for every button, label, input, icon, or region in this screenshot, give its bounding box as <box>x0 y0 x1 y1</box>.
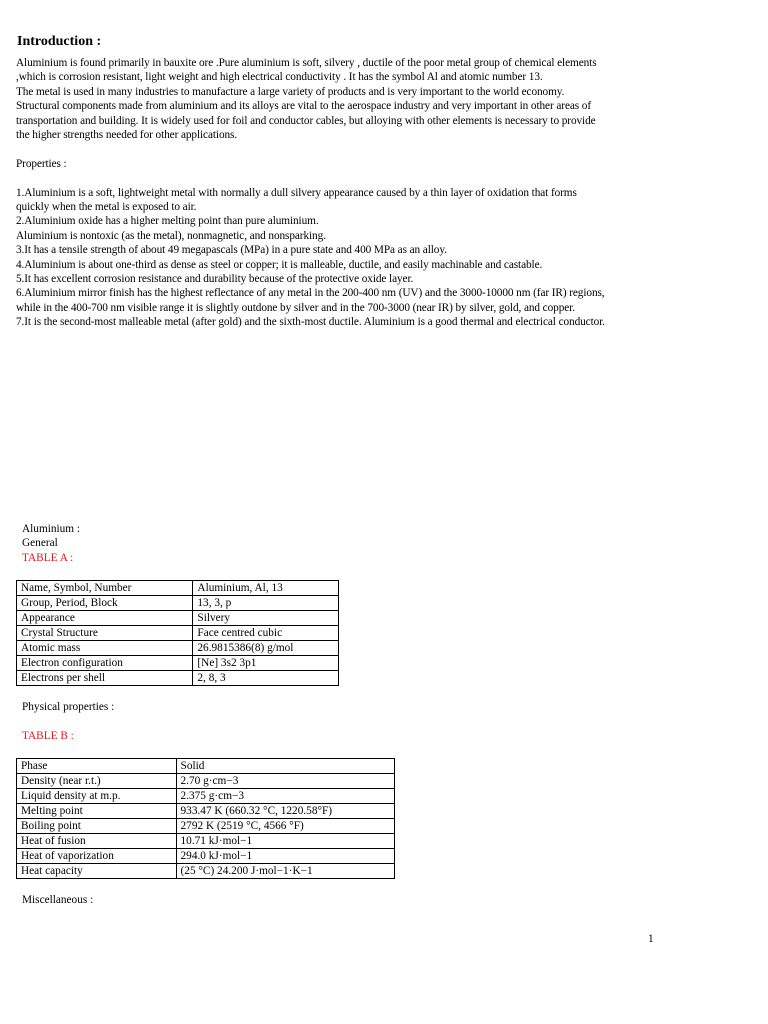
table-row <box>17 819 395 834</box>
table-row <box>17 774 395 789</box>
table-row <box>17 611 339 626</box>
table-cell: Silvery <box>193 611 339 626</box>
section-heading: Introduction : <box>17 34 102 49</box>
table-row <box>17 581 339 596</box>
table-row <box>17 864 395 879</box>
table-row <box>17 789 395 804</box>
table-cell: 13, 3, p <box>193 596 339 611</box>
page-number: 1 <box>648 933 654 945</box>
table-row <box>17 671 339 686</box>
table-cell: 2.375 g·cm−3 <box>176 789 394 804</box>
table-row <box>17 759 395 774</box>
table-row <box>17 626 339 641</box>
table-cell: Density (near r.t.) <box>17 774 177 789</box>
table-row <box>17 641 339 656</box>
section-a-subtitle: General <box>22 537 58 549</box>
table-b <box>16 758 395 879</box>
table-cell: 10.71 kJ·mol−1 <box>176 834 394 849</box>
property-item: 7.It is the second-most malleable metal (after gold) and the sixth-most ductile. Aluminium is a good thermal and electrical conductor. <box>16 316 605 329</box>
table-cell: Melting point <box>17 804 177 819</box>
property-item: 6.Aluminium mirror finish has the highest reflectance of any metal in the 200-400 nm (UV) and the 3000-10000 nm (far IR) regions, while in the 400-700 nm visible range it is slightly outdone by silver and in the 700-3000 (near IR) by silver, gold, and copper. <box>16 287 605 314</box>
table-b-label: TABLE B : <box>22 730 74 742</box>
section-a-title: Aluminium : <box>22 523 81 535</box>
table-cell: Name, Symbol, Number <box>17 581 193 596</box>
property-item: Aluminium is nontoxic (as the metal), nonmagnetic, and nonsparking. <box>16 229 326 242</box>
body-text <box>16 56 606 330</box>
misc-label: Miscellaneous : <box>22 894 94 906</box>
table-a-label: TABLE A : <box>22 552 74 564</box>
intro-paragraph: Aluminium is found primarily in bauxite ore .Pure aluminium is soft, silvery , ductile of the poor metal group of chemical elements ,which is corrosion resistant, light weight and high electrical conductivity . It has the symbol Al and atomic number 13. <box>16 57 597 84</box>
table-cell: Crystal Structure <box>17 626 193 641</box>
table-cell: Phase <box>17 759 177 774</box>
section-b-title: Physical properties : <box>22 701 115 713</box>
property-item: 2.Aluminium oxide has a higher melting point than pure aluminium. <box>16 215 319 228</box>
table-cell: Electrons per shell <box>17 671 193 686</box>
table-cell: Boiling point <box>17 819 177 834</box>
table-cell: 2792 K (2519 °C, 4566 °F) <box>176 819 394 834</box>
table-row <box>17 804 395 819</box>
table-cell: Heat capacity <box>17 864 177 879</box>
property-item: 5.It has excellent corrosion resistance and durability because of the protective oxide layer. <box>16 273 414 286</box>
table-cell: Group, Period, Block <box>17 596 193 611</box>
table-cell: Solid <box>176 759 394 774</box>
table-row <box>17 849 395 864</box>
table-cell: 294.0 kJ·mol−1 <box>176 849 394 864</box>
intro-paragraph: The metal is used in many industries to manufacture a large variety of products and is very important to the world economy. Structural components made from aluminium and its alloys are vital to the aerospace industry and very important in other areas of transportation and building. It is widely used for foil and conductor cables, but alloying with other elements is necessary to provide the higher strengths needed for other applications. <box>16 85 596 142</box>
table-row <box>17 656 339 671</box>
table-cell: 2, 8, 3 <box>193 671 339 686</box>
table-cell: 933.47 K (660.32 °C, 1220.58°F) <box>176 804 394 819</box>
table-cell: Face centred cubic <box>193 626 339 641</box>
property-item: 3.It has a tensile strength of about 49 megapascals (MPa) in a pure state and 400 MPa as an alloy. <box>16 244 447 257</box>
table-row <box>17 834 395 849</box>
table-cell: (25 °C) 24.200 J·mol−1·K−1 <box>176 864 394 879</box>
table-cell: Liquid density at m.p. <box>17 789 177 804</box>
property-item: 4.Aluminium is about one-third as dense as steel or copper; it is malleable, ductile, and easily machinable and castable. <box>16 258 543 271</box>
table-cell: Heat of vaporization <box>17 849 177 864</box>
table-cell: 2.70 g·cm−3 <box>176 774 394 789</box>
table-cell: Aluminium, Al, 13 <box>193 581 339 596</box>
table-cell: Heat of fusion <box>17 834 177 849</box>
table-row <box>17 596 339 611</box>
table-cell: Atomic mass <box>17 641 193 656</box>
table-cell: Appearance <box>17 611 193 626</box>
table-cell: 26.9815386(8) g/mol <box>193 641 339 656</box>
table-a <box>16 580 339 686</box>
property-item: 1.Aluminium is a soft, lightweight metal with normally a dull silvery appearance caused by a thin layer of oxidation that forms quickly when the metal is exposed to air. <box>16 186 577 214</box>
table-cell: [Ne] 3s2 3p1 <box>193 656 339 671</box>
table-cell: Electron configuration <box>17 656 193 671</box>
properties-label: Properties : <box>16 157 67 170</box>
